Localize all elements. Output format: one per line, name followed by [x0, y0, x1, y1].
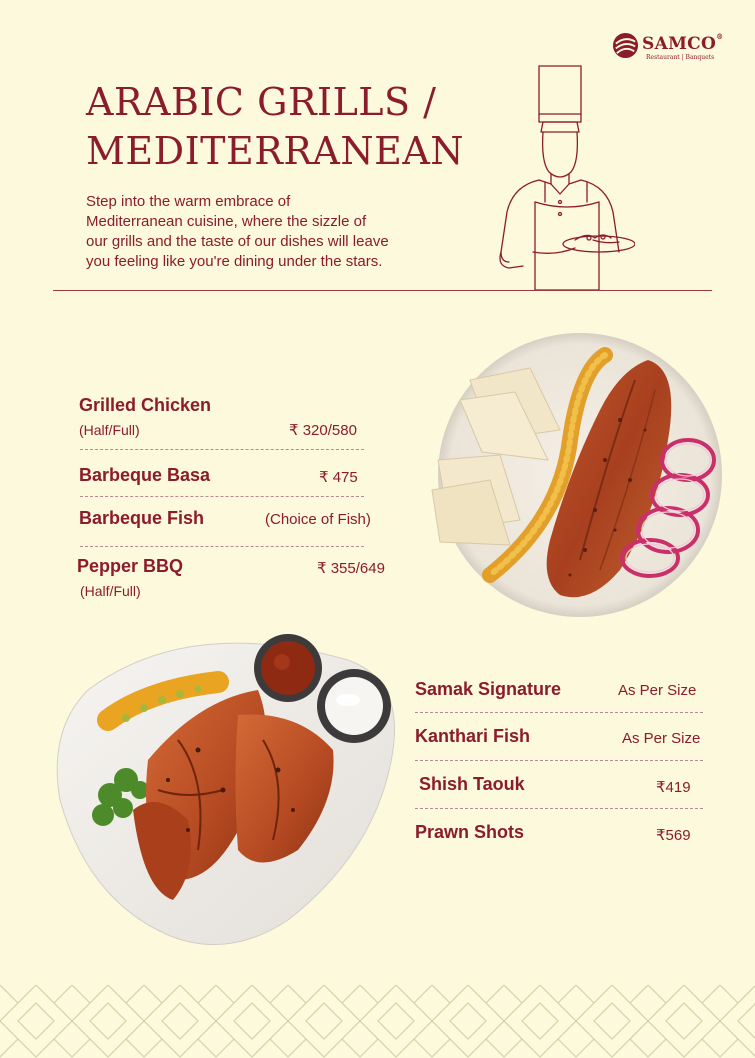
samco-logo-icon: [612, 32, 639, 59]
divider: [80, 546, 364, 547]
menu-item-prawn-shots-price: ₹569: [656, 827, 691, 844]
menu-item-prawn-shots: Prawn Shots: [415, 822, 525, 842]
grilled-chicken-plate-image: [48, 620, 408, 955]
menu-item-barbeque-basa-price: ₹ 475: [319, 469, 358, 486]
menu-item-pepper-bbq: Pepper BBQ: [77, 556, 184, 576]
menu-item-grilled-chicken: Grilled Chicken: [79, 395, 212, 415]
divider: [415, 808, 703, 809]
divider: [80, 449, 364, 450]
barbeque-fish-plate-image: [430, 330, 730, 630]
menu-item-samak-signature-price: As Per Size: [618, 682, 697, 699]
divider: [80, 496, 364, 497]
decorative-pattern: [0, 985, 755, 1058]
menu-item-grilled-chicken-size: (Half/Full): [79, 422, 140, 438]
divider: [415, 760, 703, 761]
brand-logo: [612, 32, 722, 64]
menu-item-samak-signature: Samak Signature: [415, 679, 562, 699]
menu-item-shish-taouk: Shish Taouk: [419, 774, 525, 794]
chef-illustration: [495, 62, 635, 294]
menu-item-barbeque-fish-note: (Choice of Fish): [265, 511, 371, 528]
menu-item-pepper-bbq-price: ₹ 355/649: [317, 560, 385, 577]
page-title: ARABIC GRILLS / MEDITERRANEAN: [86, 80, 465, 173]
menu-item-shish-taouk-price: ₹419: [656, 779, 691, 796]
header-divider: [53, 290, 712, 291]
intro-text: Step into the warm embrace of Mediterranean cuisine, where the sizzle of our grills and the taste of our dishes will leave you feeling like you're dining under the stars.: [86, 193, 389, 270]
menu-item-pepper-bbq-size: (Half/Full): [80, 583, 141, 599]
menu-item-kanthari-fish-price: As Per Size: [622, 730, 701, 747]
menu-item-grilled-chicken-price: ₹ 320/580: [289, 422, 357, 439]
brand-name: SAMCO®: [642, 32, 724, 54]
brand-tagline: Restaurant | Banquets: [646, 54, 715, 61]
divider: [415, 712, 703, 713]
menu-item-barbeque-basa: Barbeque Basa: [79, 465, 211, 485]
menu-item-kanthari-fish: Kanthari Fish: [415, 726, 531, 746]
menu-item-barbeque-fish: Barbeque Fish: [79, 508, 205, 528]
